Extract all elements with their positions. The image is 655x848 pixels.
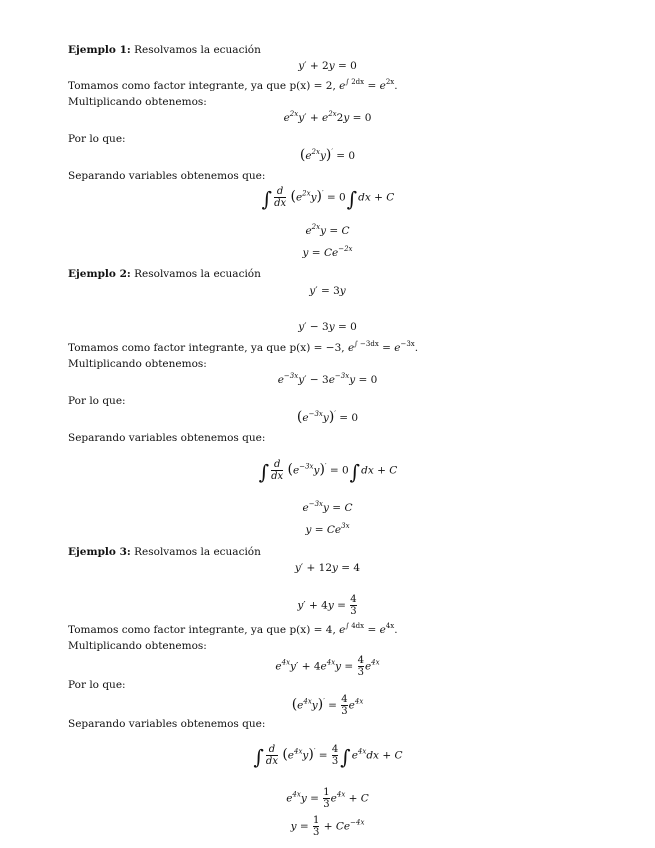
ex3-eq-deriv: $(e^{4x}y)'$ = $\frac{4}{3}$ $e^{4x}$ [291, 694, 364, 717]
ex2-eq-res1: $e^{-3x}y = C$ [302, 500, 353, 514]
ex1-sep-text: Separando variables obtenemos que: [68, 170, 266, 182]
ex2-eq-deriv: $(e^{-3x}y)' = 0$ [296, 409, 359, 425]
ex3-eq-std: y′ + 4y = $\frac{4}{3}$ [297, 594, 357, 617]
ex3-factor-line [68, 624, 398, 637]
ex1-factor-expr: $e^{\int 2dx} = e^{2x}$. [339, 78, 398, 92]
ex2-eq-main: y′ = 3y [309, 285, 346, 297]
ex3-factor-text: Tomamos como factor integrante, ya que p(x) = 4, [68, 624, 336, 636]
ex1-eq-res2: $y = Ce^{-2x}$ [302, 245, 353, 259]
ex1-intro-line [68, 44, 261, 57]
ex1-factor-line [68, 80, 398, 93]
ex1-eq-int: ∫ $\frac{d}{dx}$ $(e^{2x}y)' = 0\int dx + C$ [261, 186, 395, 211]
ex2-factor-text: Tomamos como factor integrante, ya que p(x) = −3, [68, 342, 345, 354]
ex2-factor-expr: $e^{\int -3dx} = e^{-3x}$. [347, 340, 419, 354]
ex3-eq-res2: y = $\frac{1}{3}$ + $Ce^{-4x}$ [290, 815, 365, 838]
ex1-eq-res1: $e^{2x}y = C$ [305, 223, 350, 237]
ex1-eq-main: y′ + 2y = 0 [298, 60, 357, 72]
ex1-eq-deriv: $(e^{2x}y)' = 0$ [299, 147, 356, 163]
ex3-eq-int: ∫ $\frac{d}{dx}$ $(e^{4x}y)'$ = $\frac{4}{3}$ $\int e^{4x}dx + C$ [253, 744, 403, 769]
ex2-heading: Ejemplo 2: [68, 268, 131, 280]
ex1-mult-text: Multiplicando obtenemos: [68, 96, 207, 108]
ex1-intro: Resolvamos la ecuación [134, 44, 261, 56]
ex1-heading: Ejemplo 1: [68, 44, 131, 56]
ex3-mult-text: Multiplicando obtenemos: [68, 640, 207, 652]
ex2-intro-line [68, 268, 261, 281]
ex2-eq-int: ∫ $\frac{d}{dx}$ $(e^{-3x}y)' = 0\int dx + C$ [258, 459, 398, 484]
ex2-eq-res2: $y = Ce^{3x}$ [305, 522, 350, 536]
ex2-porlo-text: Por lo que: [68, 395, 126, 407]
ex3-eq-mult: $e^{4x}y' + 4e^{4x}y$ = $\frac{4}{3}$ $e^{4x}$ [275, 655, 380, 678]
ex3-eq-res1: $e^{4x}y$ = $\frac{1}{3}$ $e^{4x} + C$ [286, 787, 369, 810]
ex3-heading: Ejemplo 3: [68, 546, 131, 558]
ex2-intro: Resolvamos la ecuación [134, 268, 261, 280]
ex2-sep-text: Separando variables obtenemos que: [68, 432, 266, 444]
ex1-factor-text: Tomamos como factor integrante, ya que p(x) = 2, [68, 80, 336, 92]
ex2-eq-mult: $e^{-3x}y' - 3e^{-3x}y = 0$ [277, 372, 378, 386]
ex3-porlo-text: Por lo que: [68, 679, 126, 691]
ex2-mult-text: Multiplicando obtenemos: [68, 358, 207, 370]
ex2-eq-std: y′ − 3y = 0 [298, 321, 357, 333]
ex3-factor-expr: $e^{\int 4dx} = e^{4x}$. [339, 622, 398, 636]
ex3-intro: Resolvamos la ecuación [134, 546, 261, 558]
ex3-eq-main: y′ + 12y = 4 [294, 562, 361, 574]
ex3-sep-text: Separando variables obtenemos que: [68, 718, 266, 730]
ex1-porlo-text: Por lo que: [68, 133, 126, 145]
ex2-factor-line [68, 342, 418, 355]
ex1-eq-mult: $e^{2x}y' + e^{2x}2y = 0$ [283, 110, 372, 124]
ex3-intro-line [68, 546, 261, 559]
